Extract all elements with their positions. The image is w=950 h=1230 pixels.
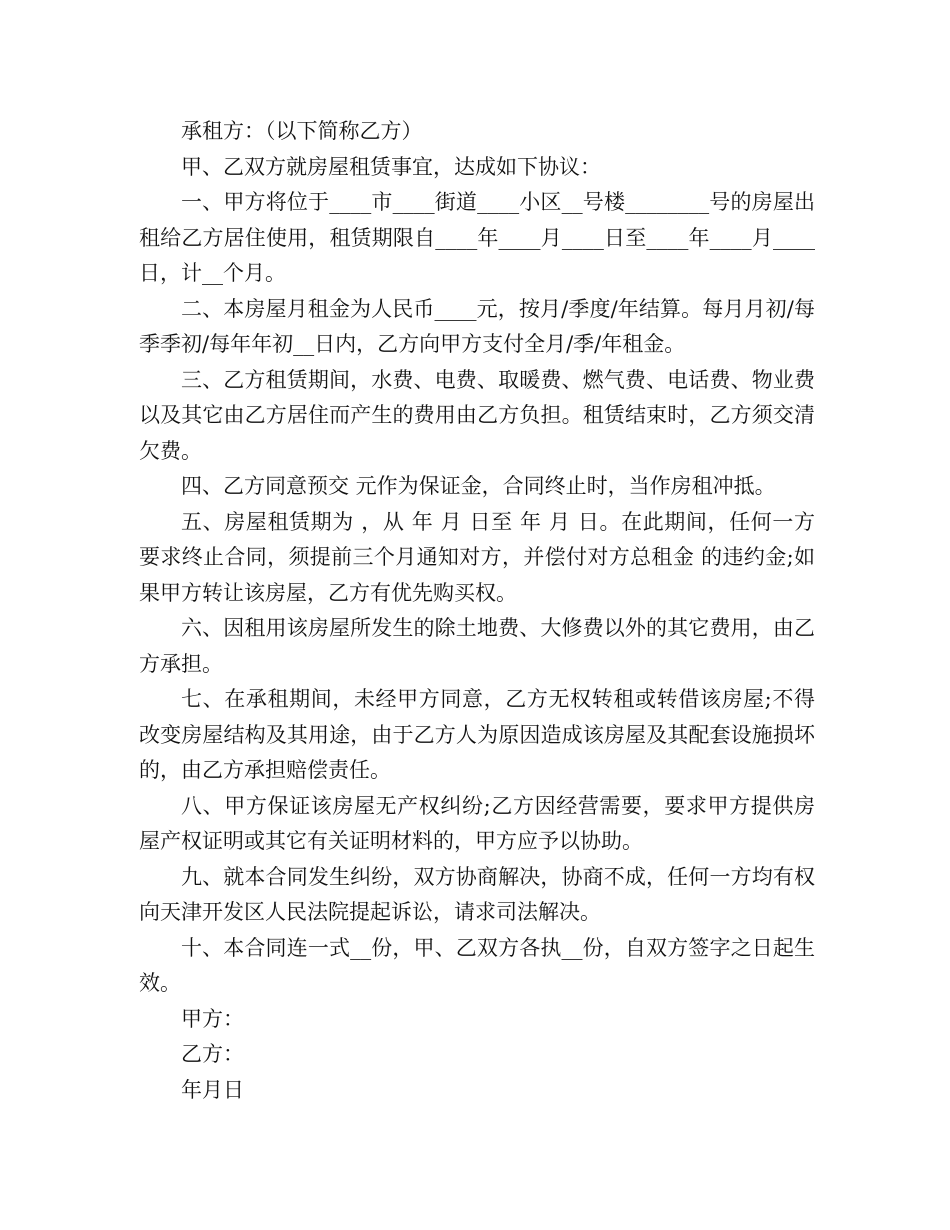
clause-6: 六、因租用该房屋所发生的除土地费、大修费以外的其它费用，由乙方承担。 <box>139 616 815 676</box>
party-b-signature: 乙方： <box>181 1042 244 1066</box>
party-a-signature: 甲方： <box>181 1006 244 1031</box>
tenant-line: 承租方：（以下简称乙方） <box>181 119 423 143</box>
clause-3: 三、乙方租赁期间，水费、电费、取暖费、燃气费、电话费、物业费以及其它由乙方居住而产生的费用由乙方负担。租赁结束时，乙方须交清欠费。 <box>139 367 815 463</box>
clause-10: 十、本合同连一式__份，甲、乙双方各执__份，自双方签字之日起生效。 <box>139 935 815 995</box>
clause-7: 七、在承租期间，未经甲方同意，乙方无权转租或转借该房屋;不得改变房屋结构及其用途，由于乙方人为原因造成该房屋及其配套设施损坏的，由乙方承担赔偿责任。 <box>139 687 815 782</box>
contract-body <box>139 114 815 1108</box>
clause-8: 八、甲方保证该房屋无产权纠纷;乙方因经营需要，要求甲方提供房屋产权证明或其它有关证明材料的，甲方应予以协助。 <box>139 793 815 853</box>
clause-9: 九、就本合同发生纠纷，双方协商解决，协商不成，任何一方均有权向天津开发区人民法院提起诉讼，请求司法解决。 <box>139 864 815 924</box>
clause-4: 四、乙方同意预交 元作为保证金，合同终止时，当作房租冲抵。 <box>181 474 776 498</box>
signature-date: 年月日 <box>181 1077 244 1102</box>
clause-1: 一、甲方将位于____市____街道____小区__号楼________号的房屋出租给乙方居住使用，租赁期限自____年____月____日至____年____月____日，计__个月。 <box>139 190 815 285</box>
clause-5: 五、房屋租赁期为 ，从 年 月 日至 年 月 日。在此期间，任何一方要求终止合同，须提前三个月通知对方，并偿付对方总租金 的违约金;如果甲方转让该房屋，乙方有优先购买权。 <box>139 509 815 605</box>
clause-2: 二、本房屋月租金为人民币____元，按月/季度/年结算。每月月初/每季季初/每年年初__日内，乙方向甲方支付全月/季/年租金。 <box>139 296 815 356</box>
agreement-intro: 甲、乙双方就房屋租赁事宜，达成如下协议： <box>181 154 601 179</box>
